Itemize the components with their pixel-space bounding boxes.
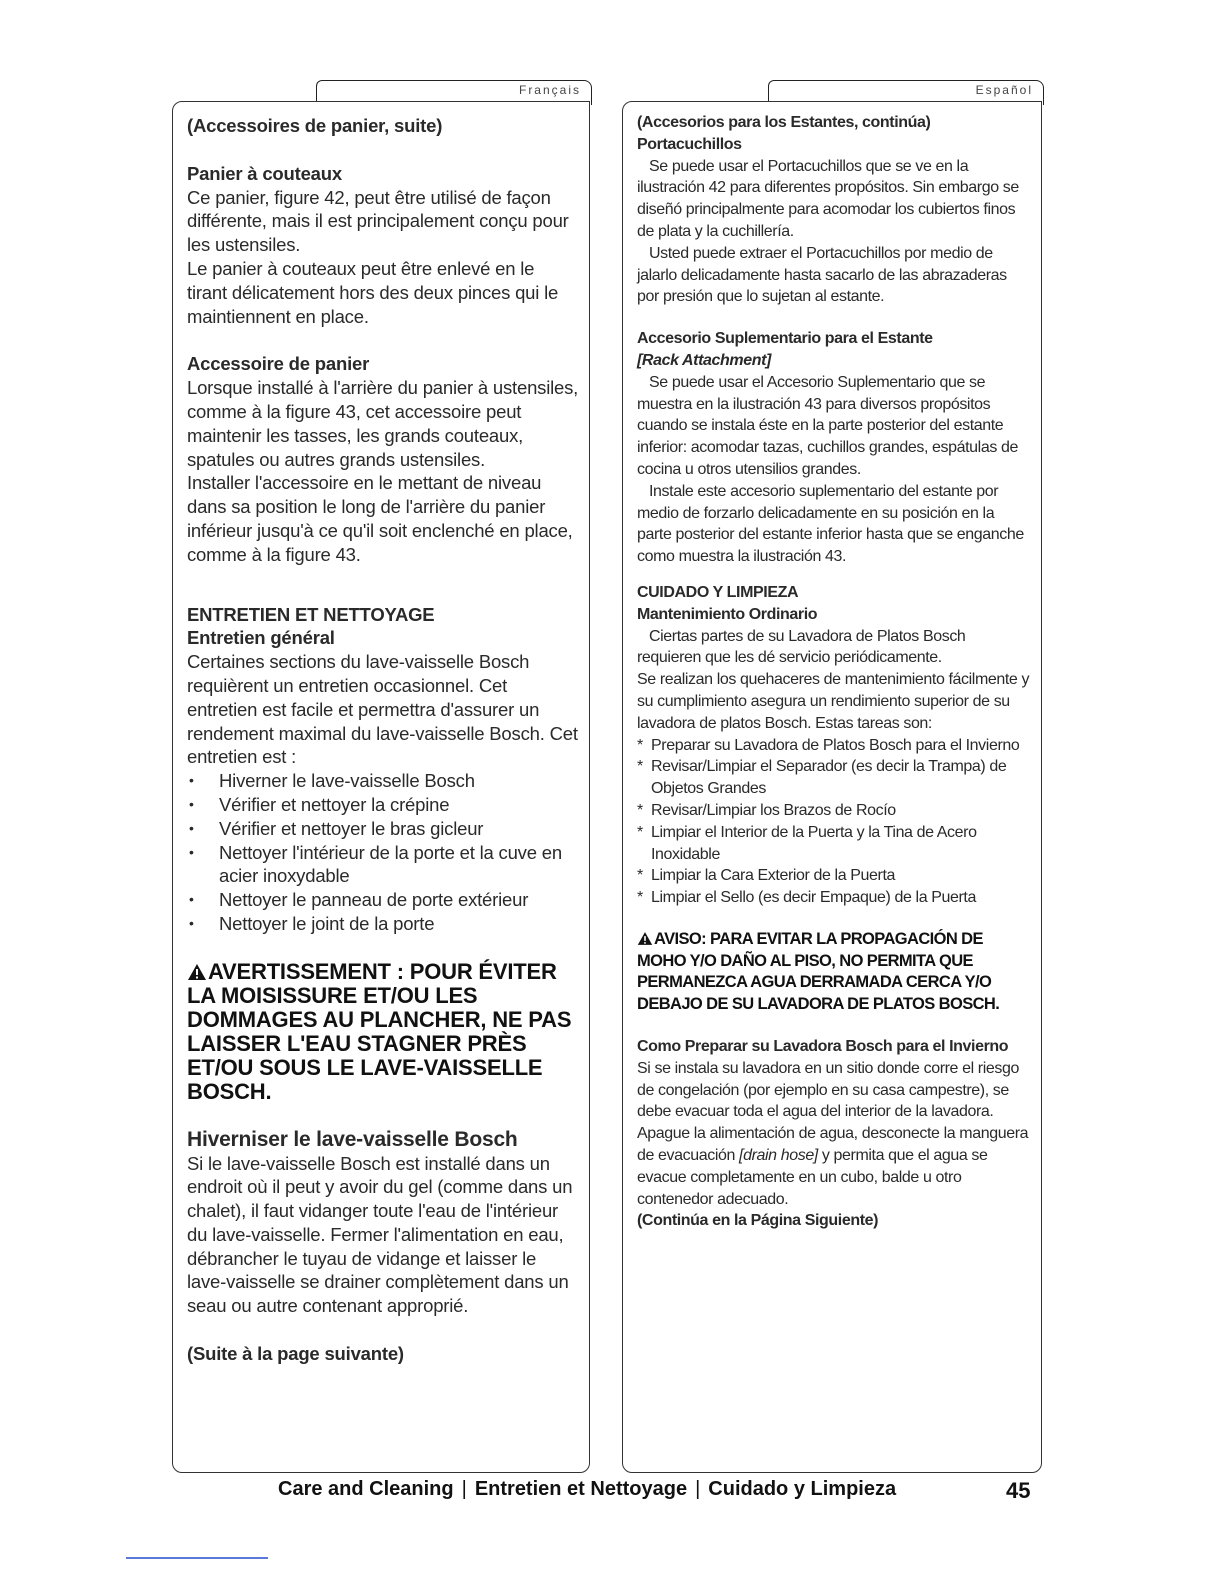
fr-continued-heading: (Accessoires de panier, suite) [187, 115, 443, 136]
fr-accessory-title: Accessoire de panier [187, 353, 370, 375]
list-item: • Hiverner le lave-vaisselle Bosch [187, 769, 579, 793]
es-warning-block [637, 929, 1031, 1016]
es-winterize-english-term: [drain hose] [739, 1147, 818, 1165]
fr-general-paragraph: Certaines sections du lave-vaisselle Bosch requièrent un entretien occasionnel. Cet entretien est facile et permettra d'assurer un rendement maximal du lave-vaisselle Bosch. Cet entretien est : [187, 651, 578, 768]
es-accessory-english-term: [Rack Attachment] [637, 351, 771, 369]
es-knife-basket-title: Portacuchillos [637, 135, 742, 153]
es-winterize-text-b: y permita que el agua se evacue completamente en un cubo, balde u otro contenedor adecuado. [637, 1147, 988, 1208]
warning-icon [187, 963, 207, 981]
es-accessory-paragraph-1: Se puede usar el Accesorio Suplementario que se muestra en la ilustración 43 para diversos propósitos cuando se instala éste en la parte posterior del estante inferior: acomodar tazas, cuchillos grandes, espátulas de cocina u otros utensilios grandes. [637, 373, 1018, 478]
page-footer [278, 1478, 896, 1501]
fr-accessory-paragraph-1: Lorsque installé à l'arrière du panier à ustensiles, comme à la figure 43, cet accessoire peut maintenir les tasses, les grands couteaux, spatules ou autres grands ustensiles. [187, 377, 579, 470]
list-item: • Nettoyer le joint de la porte [187, 912, 579, 936]
es-warning-text: AVISO: PARA EVITAR LA PROPAGACIÓN DE MOHO Y/O DAÑO AL PISO, NO PERMITA QUE PERMANEZCA AGUA DERRAMADA CERCA Y/O DEBAJO DE SU LAVADORA DE PLATOS BOSCH. [637, 929, 1000, 1014]
fr-continued-note: (Suite à la page suivante) [187, 1343, 404, 1365]
es-general-paragraph-2: Se realizan los quehaceres de mantenimiento fácilmente y su cumplimiento asegura un rendimiento superior de su lavadora de platos Bosch. Estas tareas son: [637, 671, 1030, 732]
footer-separator: | [461, 1478, 467, 1500]
es-section-title: CUIDADO Y LIMPIEZA [637, 583, 799, 601]
list-item: * Limpiar el Sello (es decir Empaque) de la Puerta [637, 887, 1031, 909]
scan-mark-line [126, 1557, 268, 1559]
footer-french-title: Entretien et Nettoyage [474, 1478, 688, 1500]
es-continued-heading: (Accesorios para los Estantes, continúa) [637, 114, 931, 131]
fr-warning-text: AVERTISSEMENT : POUR ÉVITER LA MOISISSURE ET/OU LES DOMMAGES AU PLANCHER, NE PAS LAISSER L'EAU STAGNER PRÈS ET/OU SOUS LE LAVE-VAISSELLE BOSCH. [187, 958, 572, 1104]
es-knife-paragraph-1: Se puede usar el Portacuchillos que se ve en la ilustración 42 para diferentes propósitos. Sin embargo se diseñó principalmente para acomodar los cubiertos finos de plata y la cuchillería. [637, 157, 1019, 240]
fr-section-title: ENTRETIEN ET NETTOYAGE [187, 603, 435, 625]
list-item: * Limpiar la Cara Exterior de la Puerta [637, 865, 1031, 887]
list-item: * Limpiar el Interior de la Puerta y la Tina de Acero Inoxidable [637, 822, 1031, 866]
spanish-column [622, 101, 1042, 1473]
footer-spanish-title: Cuidado y Limpieza [708, 1478, 897, 1500]
fr-accessory-paragraph-2: Installer l'accessoire en le mettant de niveau dans sa position le long de l'arrière du panier inférieur jusqu'à ce qu'il soit enclenché en place, comme à la figure 43. [187, 472, 573, 565]
language-tab-label: Français [518, 83, 581, 97]
list-item: • Nettoyer l'intérieur de la porte et la cuve en acier inoxydable [187, 841, 579, 889]
fr-knife-basket-title: Panier à couteaux [187, 162, 342, 184]
language-tab-label: Español [975, 83, 1033, 97]
warning-icon [637, 931, 653, 946]
list-item: • Vérifier et nettoyer la crépine [187, 793, 579, 817]
fr-knife-paragraph-1: Ce panier, figure 42, peut être utilisé de façon différente, mais il est principalement conçu pour les ustensiles. [187, 186, 569, 256]
fr-winterize-title: Hiverniser le lave-vaisselle Bosch [187, 1127, 518, 1151]
french-column [172, 101, 590, 1473]
es-winterize-paragraph [637, 1058, 1031, 1211]
es-winterize-title: Como Preparar su Lavadora Bosch para el Invierno [637, 1038, 1009, 1056]
list-item: * Preparar su Lavadora de Platos Bosch para el Invierno [637, 735, 1031, 757]
list-item: • Vérifier et nettoyer le bras gicleur [187, 817, 579, 841]
fr-warning-block [187, 960, 579, 1104]
es-winterize-text-a: Si se instala su lavadora en un sitio donde corre el riesgo de congelación (por ejemplo en su casa campestre), se debe evacuar toda el agua del interior de la lavadora. Apague la alimentación de agua, desconecte la manguera de evacuación [637, 1059, 1029, 1165]
es-knife-paragraph-2: Usted puede extraer el Portacuchillos por medio de jalarlo delicadamente hasta sacarlo de las abrazaderas por presión que lo sujetan al estante. [637, 244, 1007, 306]
fr-knife-paragraph-2: Le panier à couteaux peut être enlevé en le tirant délicatement hors des deux pinces qui le maintiennent en place. [187, 257, 559, 327]
es-accessory-title: Accesorio Suplementario para el Estante [637, 330, 933, 348]
es-accessory-paragraph-2: Instale este accesorio suplementario del estante por medio de forzarlo delicadamente en su posición en la parte posterior del estante inferior hasta que se enganche como muestra la ilustración 43. [637, 482, 1024, 566]
fr-winterize-paragraph: Si le lave-vaisselle Bosch est installé dans un endroit où il peut y avoir du gel (comme dans un chalet), il faut vidanger toute l'eau de l'intérieur du lave-vaisselle. Fermer l'alimentation en eau, débrancher le tuyau de vidange et laisser le lave-vaisselle se drainer complètement dans un seau ou autre contenant approprié. [187, 1152, 573, 1317]
fr-general-title: Entretien général [187, 627, 335, 649]
list-item: * Revisar/Limpiar el Separador (es decir la Trampa) de Objetos Grandes [637, 756, 1031, 800]
page-number: 45 [1006, 1478, 1031, 1503]
footer-english-title: Care and Cleaning [278, 1478, 454, 1500]
footer-separator: | [695, 1478, 701, 1500]
es-maintenance-list [637, 735, 1031, 909]
fr-maintenance-list [187, 769, 579, 936]
es-general-title: Mantenimiento Ordinario [637, 605, 818, 623]
es-general-paragraph-1: Ciertas partes de su Lavadora de Platos Bosch requieren que les dé servicio periódicamente. [637, 627, 966, 667]
es-continued-note: (Continúa en la Página Siguiente) [637, 1212, 879, 1230]
list-item: • Nettoyer le panneau de porte extérieur [187, 888, 579, 912]
list-item: * Revisar/Limpiar los Brazos de Rocío [637, 800, 1031, 822]
